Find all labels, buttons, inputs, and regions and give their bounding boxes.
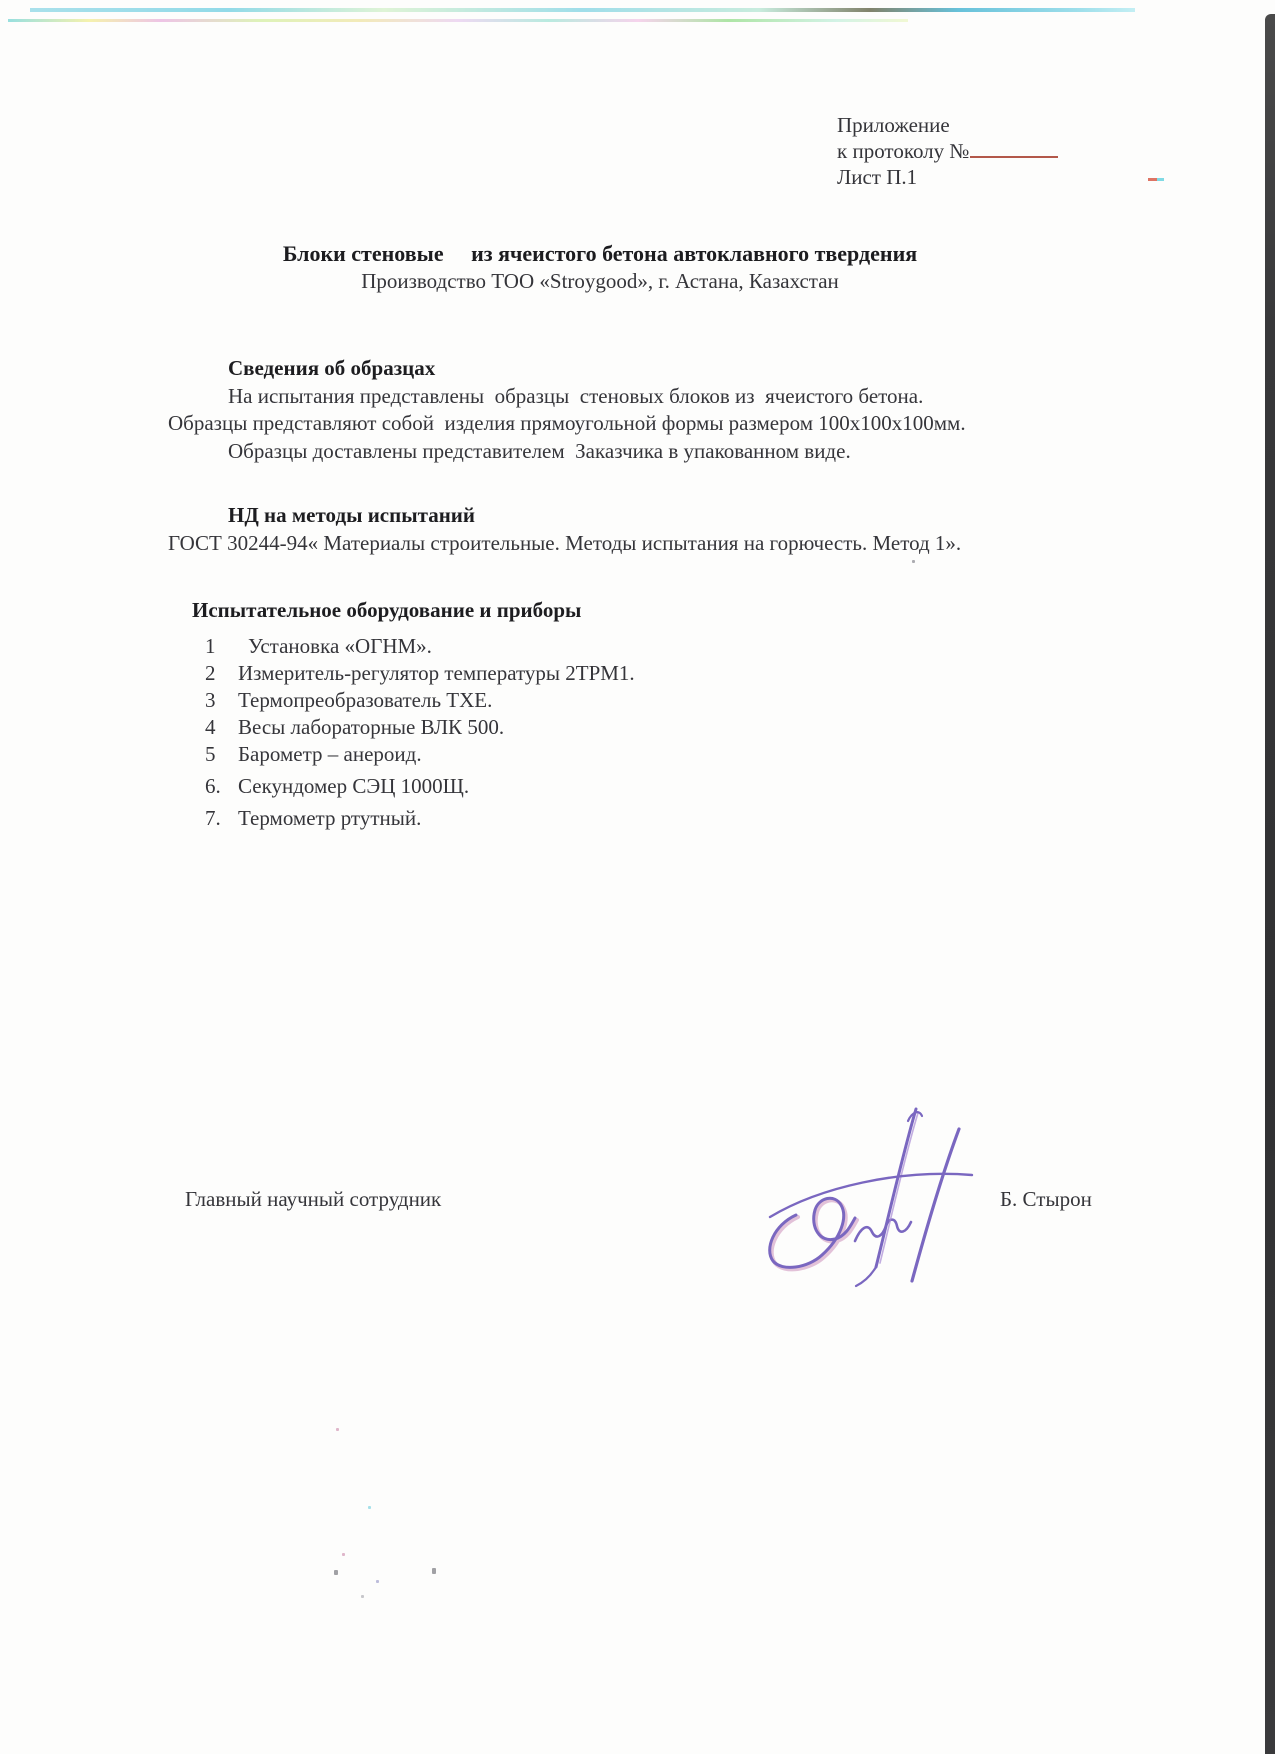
item-label: Весы лабораторные ВЛК 500. xyxy=(238,715,505,739)
item-number: 2 xyxy=(205,661,216,685)
item-number: 1 xyxy=(205,634,216,658)
nd-methods-heading: НД на методы испытаний xyxy=(228,503,475,527)
handwritten-signature xyxy=(758,1105,983,1290)
signoff-name: Б. Стырон xyxy=(1000,1187,1092,1211)
document-title: Блоки стеновые из ячеистого бетона автоклавного твердения xyxy=(282,241,918,266)
item-label: Измеритель-регулятор температуры 2ТРМ1. xyxy=(238,661,635,685)
scan-speck xyxy=(361,1595,364,1598)
gost-reference: ГОСТ 30244-94« Материалы строительные. Методы испытания на горючесть. Метод 1». xyxy=(168,531,962,555)
scan-speck xyxy=(912,560,915,563)
item-label: Секундомер СЭЦ 1000Щ. xyxy=(238,774,470,798)
item-label: Установка «ОГНМ». xyxy=(248,634,432,658)
manufacturer-line: Производство ТОО «Stroygood», г. Астана, Казахстан xyxy=(361,269,839,293)
item-number: 4 xyxy=(205,715,216,739)
appendix-header-block xyxy=(837,112,1058,190)
signoff-role: Главный научный сотрудник xyxy=(185,1187,442,1211)
item-label: Термопреобразователь ТХЕ. xyxy=(238,688,493,712)
scan-edge-shadow xyxy=(1265,14,1275,1754)
equipment-item xyxy=(205,805,635,832)
document-title-block xyxy=(165,240,1035,294)
samples-para-1: На испытания представлены образцы стеновых блоков из ячеистого бетона. xyxy=(228,384,924,408)
item-number: 3 xyxy=(205,688,216,712)
appendix-label: Приложение xyxy=(837,113,950,137)
scan-artifact-dash xyxy=(1148,178,1164,181)
scan-speck xyxy=(334,1570,338,1575)
samples-para-2: Образцы представляют собой изделия прямоугольной формы размером 100х100х100мм. xyxy=(168,411,966,435)
samples-para-3: Образцы доставлены представителем Заказчика в упакованном виде. xyxy=(228,439,851,463)
equipment-item xyxy=(205,741,635,768)
item-number: 6. xyxy=(205,774,221,798)
equipment-item xyxy=(205,633,635,660)
equipment-list xyxy=(205,633,635,832)
scan-speck xyxy=(336,1428,339,1431)
sheet-label: Лист П.1 xyxy=(837,165,918,189)
equipment-item xyxy=(205,687,635,714)
equipment-item xyxy=(205,714,635,741)
equipment-item xyxy=(205,660,635,687)
scan-speck xyxy=(342,1553,345,1556)
scan-artifact-stripe-top xyxy=(30,8,1135,12)
scan-artifact-stripe-second xyxy=(8,19,908,22)
item-label: Термометр ртутный. xyxy=(238,806,422,830)
scan-speck xyxy=(376,1580,379,1583)
scan-speck xyxy=(368,1506,371,1509)
protocol-number-line: к протоколу № xyxy=(837,138,1058,164)
blank-underline xyxy=(970,141,1058,158)
item-number: 5 xyxy=(205,742,216,766)
equipment-heading: Испытательное оборудование и приборы xyxy=(192,598,582,622)
equipment-item xyxy=(205,773,635,800)
scan-speck xyxy=(432,1568,436,1574)
samples-heading: Сведения об образцах xyxy=(228,356,436,380)
item-label: Барометр – анероид. xyxy=(238,742,422,766)
item-number: 7. xyxy=(205,806,221,830)
